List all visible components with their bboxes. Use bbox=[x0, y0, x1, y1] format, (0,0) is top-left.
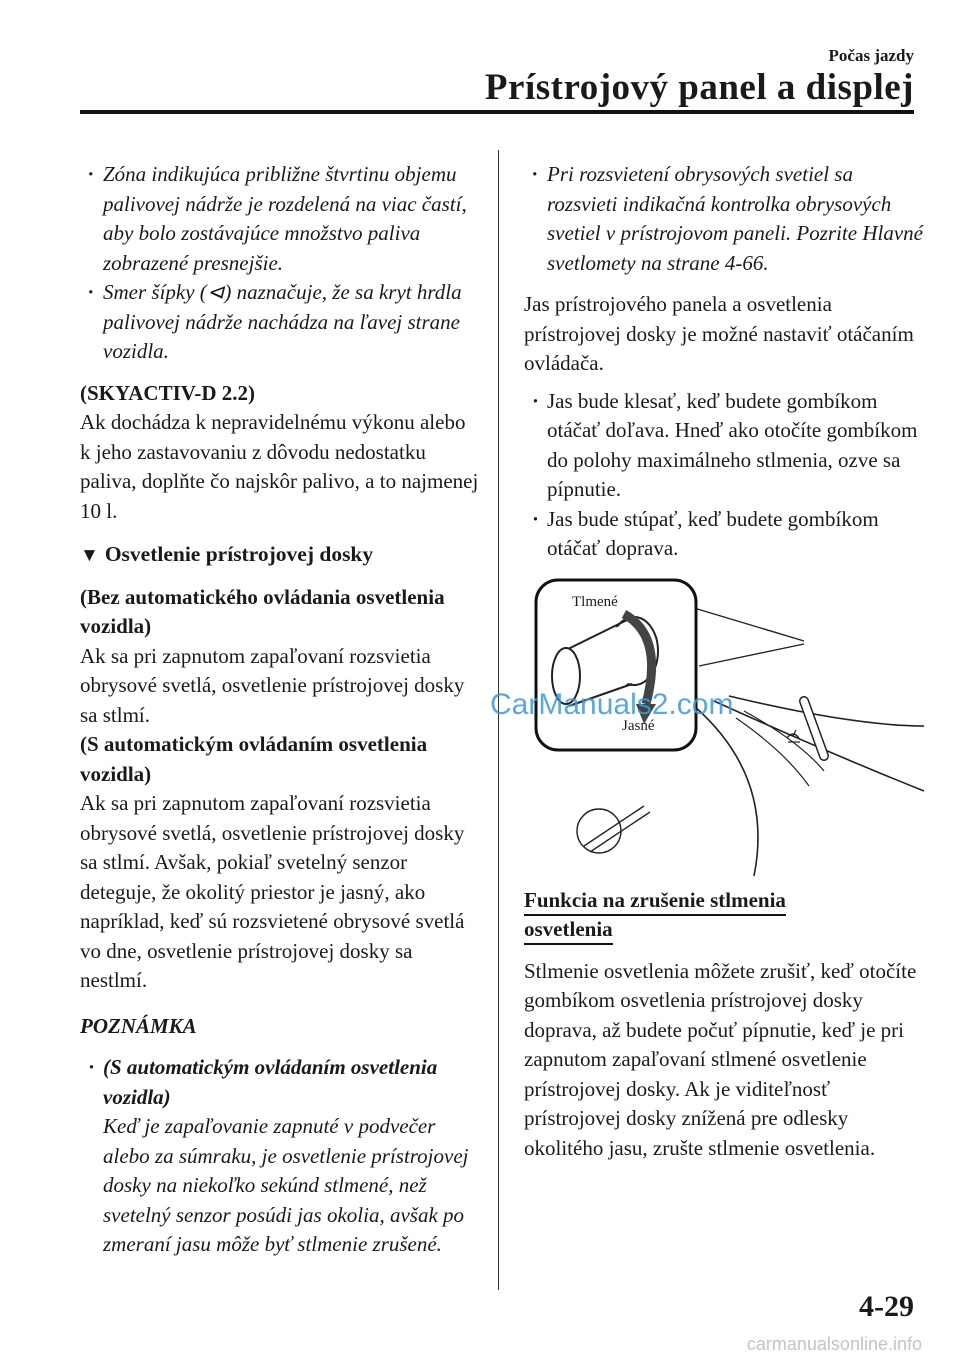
bullet-fuel-arrow: · Smer šípky (⊲) naznačuje, že sa kryt hrdla palivovej nádrže nachádza na ľavej strane vozidla. bbox=[80, 278, 480, 367]
footer-watermark: carmanualsonline.info bbox=[746, 1334, 922, 1354]
page-title: Prístrojový panel a displej bbox=[484, 67, 914, 108]
left-column bbox=[80, 160, 480, 1260]
auto-heading: (S automatickým ovládaním osvetlenia vozidla) bbox=[80, 732, 428, 786]
section-heading-text: Osvetlenie prístrojovej dosky bbox=[104, 542, 374, 566]
note-title: POZNÁMKA bbox=[80, 1013, 197, 1038]
cancel-dimming-text: Stlmenie osvetlenia môžete zrušiť, keď otočíte gombíkom osvetlenia prístrojovej dosky doprava, až budete počuť pípnutie, keď je pri zapnutom zapaľovaní stlmené osvetlenie prístrojovej dosky. Ak je viditeľnosť prístrojovej dosky znížená pre odlesky okolitého jasu, zrušte stlmenie osvetlenia. bbox=[524, 958, 917, 1160]
cancel-dimming-heading bbox=[524, 886, 814, 945]
note-bullet-heading: · (S automatickým ovládaním osvetlenia vozidla) bbox=[103, 1055, 438, 1109]
gauge-icon bbox=[787, 730, 800, 742]
note-bullet-text: Keď je zapaľovanie zapnuté v podvečer alebo za súmraku, je osvetlenie prístrojovej dosky na niekoľko sekúnd stlmené, než svetelný senzor posúdi jas okolia, avšak po zmeraní jasu môže byť stlmenie zrušené. bbox=[103, 1114, 469, 1256]
dimmer-illustration bbox=[524, 576, 924, 876]
no-auto-heading: (Bez automatického ovládania osvetlenia vozidla) bbox=[80, 584, 445, 638]
note-bullet bbox=[80, 1053, 480, 1260]
triangle-icon: ▼ bbox=[80, 545, 99, 566]
bullet-position-lights: · Pri rozsvietení obrysových svetiel sa rozsvieti indikačná kontrolka obrysových svetiel v prístrojovom paneli. Pozrite Hlavné svetlomety na strane 4-66. bbox=[524, 160, 924, 278]
skyactiv-heading: (SKYACTIV-D 2.2) bbox=[80, 380, 256, 405]
label-bright: Jasné bbox=[622, 717, 655, 734]
header-rule bbox=[80, 110, 914, 114]
section-label: Počas jazdy bbox=[828, 46, 914, 65]
bullet-dim: · Jas bude klesať, keď budete gombíkom otáčať doľava. Hneď ako otočíte gombíkom do polohy maximálneho stlmenia, ozve sa pípnutie. bbox=[524, 387, 924, 505]
bullet-bright: · Jas bude stúpať, keď budete gombíkom otáčať doprava. bbox=[524, 505, 924, 564]
right-column bbox=[524, 160, 924, 1163]
bullet-fuel-zone: · Zóna indikujúca približne štvrtinu objemu palivovej nádrže je rozdelená na viac častí, aby bolo zostávajúce množstvo paliva zobrazené presnejšie. bbox=[80, 160, 480, 278]
page-number: 4-29 bbox=[859, 1290, 914, 1323]
auto-text: Ak sa pri zapnutom zapaľovaní rozsvietia obrysové svetlá, osvetlenie prístrojovej dosky sa stlmí. Avšak, pokiaľ svetelný senzor deteguje, že okolitý priestor je jasný, ako napríklad, keď sú rozsvietené obrysové svetlá vo dne, osvetlenie prístrojovej dosky sa nestlmí. bbox=[80, 791, 465, 992]
dimmer-figure bbox=[524, 576, 924, 876]
brightness-intro: Jas prístrojového panela a osvetlenia prístrojovej dosky je možné nastaviť otáčaním ovládača. bbox=[524, 292, 914, 375]
no-auto-text: Ak sa pri zapnutom zapaľovaní rozsvietia obrysové svetlá, osvetlenie prístrojovej dosky sa stlmí. bbox=[80, 643, 465, 727]
cancel-dimming-heading-text: Funkcia na zrušenie stlmenia osvetlenia bbox=[524, 888, 786, 946]
watermark-text: CarManuals2.com bbox=[490, 688, 734, 721]
skyactiv-text: Ak dochádza k nepravidelnému výkonu alebo k jeho zastavovaniu z dôvodu nedostatku paliva, doplňte čo najskôr palivo, a to najmenej 10 l. bbox=[80, 410, 479, 523]
section-heading bbox=[80, 540, 480, 571]
label-dim: Tlmené bbox=[572, 593, 618, 610]
